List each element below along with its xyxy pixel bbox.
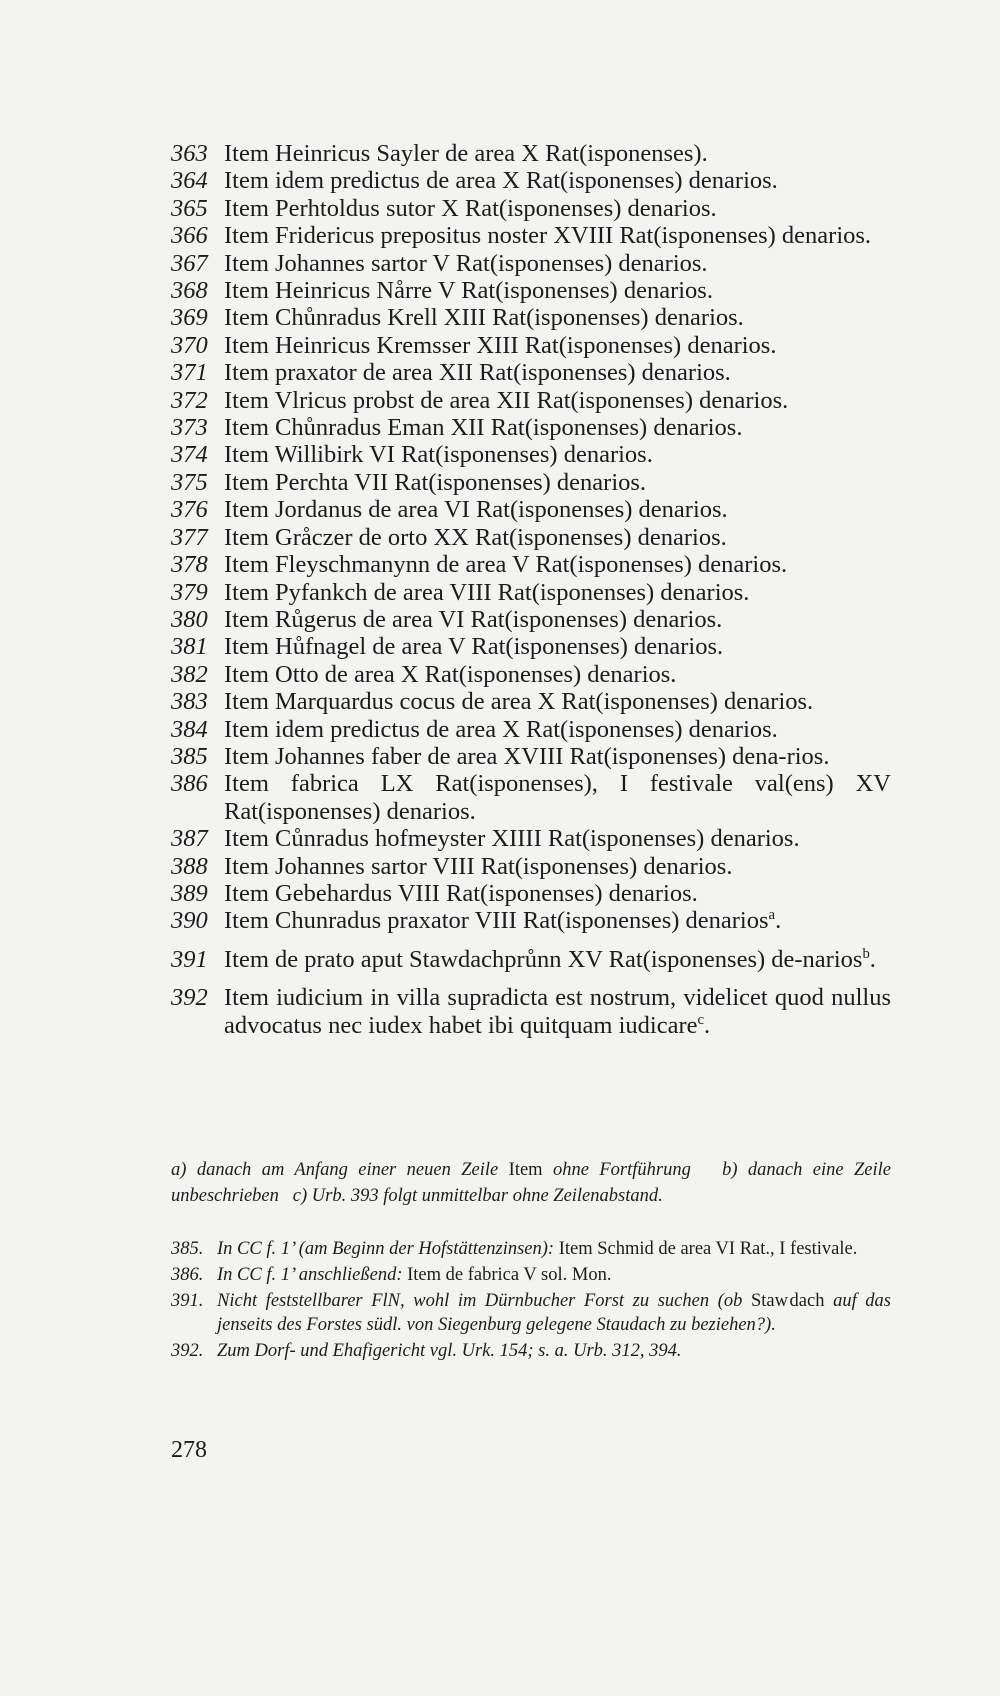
urbar-entries: [171, 140, 891, 1039]
entry-number: 363: [171, 140, 208, 167]
note-392: [171, 1339, 891, 1363]
entry-text: Item Marquardus cocus de area X Rat(isponenses) denarios.: [224, 688, 814, 716]
entry-text: Item Cůnradus hofmeyster XIIII Rat(isponenses) denarios.: [224, 825, 800, 853]
entry-368: [171, 277, 891, 304]
entry-number: 371: [171, 359, 208, 387]
note-386: [171, 1263, 891, 1287]
note-number: 386.: [171, 1265, 204, 1285]
entry-text: Item Pyfankch de area VIII Rat(isponenses) denarios.: [224, 578, 750, 606]
entry-390: [171, 907, 891, 934]
entry-373: [171, 414, 891, 441]
entry-text: Item Gråczer de orto XX Rat(isponenses) denarios.: [224, 523, 727, 551]
entry-text: Item idem predictus de area X Rat(isponenses) denarios.: [224, 167, 778, 195]
entry-number: 367: [171, 249, 208, 277]
entry-number: 377: [171, 523, 208, 551]
entry-number: 392: [171, 984, 208, 1012]
note-385: [171, 1237, 891, 1261]
entry-text: Item Růgerus de area VI Rat(isponenses) denarios.: [224, 605, 723, 633]
entry-text: Item Otto de area X Rat(isponenses) denarios.: [224, 660, 677, 688]
entry-text: Item Willibirk VI Rat(isponenses) denarios.: [224, 441, 653, 469]
entry-number: 383: [171, 688, 208, 716]
entry-text: Item de prato aput Stawdachprůnn XV Rat(isponenses) de-narios$^b$.: [224, 945, 876, 973]
entry-text: Item Jordanus de area VI Rat(isponenses) denarios.: [224, 496, 728, 524]
note-number: 392.: [171, 1341, 204, 1361]
entry-371: [171, 359, 891, 386]
entry-364: [171, 167, 891, 194]
entry-text: Item Hůfnagel de area V Rat(isponenses) denarios.: [224, 633, 724, 661]
note-text: In CC f. 1’ (am Beginn der Hofstättenzinsen): Item Schmid de area VI Rat., I festivale.: [217, 1239, 858, 1259]
entry-number: 388: [171, 852, 208, 880]
entry-372: [171, 387, 891, 414]
entry-367: [171, 250, 891, 277]
entry-387: [171, 825, 891, 852]
entry-388: [171, 853, 891, 880]
entry-number: 380: [171, 605, 208, 633]
entry-number: 364: [171, 167, 208, 195]
page-number: 278: [171, 1437, 207, 1463]
entry-384: [171, 716, 891, 743]
note-text: Nicht feststellbarer FlN, wohl im Dürnbucher Forst zu suchen (ob Staw dach auf das jenseits des Forstes südl. von Siegenburg gelegene Staudach zu beziehen?).: [217, 1291, 892, 1335]
entry-number: 391: [171, 945, 208, 973]
textual-apparatus: a) danach am Anfang einer neuen Zeile Item ohne Fortführung b) danach eine Zeile unbeschrieben c) Urb. 393 folgt unmittelbar ohne Zeilenabstand.: [171, 1160, 891, 1206]
entry-370: [171, 332, 891, 359]
entry-389: [171, 880, 891, 907]
note-text: In CC f. 1’ anschließend: Item de fabrica V sol. Mon.: [217, 1265, 612, 1285]
note-391: [171, 1289, 891, 1337]
entry-text: Item Johannes sartor VIII Rat(isponenses) denarios.: [224, 852, 733, 880]
entry-383: [171, 688, 891, 715]
entry-365: [171, 195, 891, 222]
entry-number: 369: [171, 304, 208, 332]
entry-text: Item Vlricus probst de area XII Rat(isponenses) denarios.: [224, 386, 789, 414]
note-number: 385.: [171, 1239, 204, 1259]
entry-number: 375: [171, 468, 208, 496]
entry-number: 376: [171, 496, 208, 524]
entry-number: 382: [171, 660, 208, 688]
entry-number: 390: [171, 907, 208, 935]
entry-text: Item Perhtoldus sutor X Rat(isponenses) denarios.: [224, 194, 717, 222]
entry-392: [171, 984, 891, 1039]
entry-text: Item iudicium in villa supradicta est nostrum, videlicet quod nullus advocatus nec iudex habet ibi quitquam iudicare$^c$.: [224, 984, 891, 1039]
entry-363: [171, 140, 891, 167]
entry-381: [171, 633, 891, 660]
entry-text: Item Perchta VII Rat(isponenses) denarios.: [224, 468, 647, 496]
entry-379: [171, 579, 891, 606]
entry-380: [171, 606, 891, 633]
entry-number: 378: [171, 551, 208, 579]
entry-378: [171, 551, 891, 578]
entry-number: 365: [171, 194, 208, 222]
entry-377: [171, 524, 891, 551]
entry-text: Item praxator de area XII Rat(isponenses) denarios.: [224, 359, 731, 387]
entry-text: Item idem predictus de area X Rat(isponenses) denarios.: [224, 715, 778, 743]
entry-number: 384: [171, 715, 208, 743]
entry-369: [171, 304, 891, 331]
note-number: 391.: [171, 1291, 204, 1311]
entry-number: 368: [171, 277, 208, 305]
entry-text: Item Chunradus praxator VIII Rat(isponenses) denarios$^a$.: [224, 907, 782, 935]
entry-376: [171, 496, 891, 523]
commentary-notes: [171, 1237, 891, 1365]
entry-number: 379: [171, 578, 208, 606]
entry-number: 370: [171, 331, 208, 359]
entry-number: 389: [171, 879, 208, 907]
entry-386: [171, 770, 891, 825]
entry-number: 372: [171, 386, 208, 414]
entry-text: Item fabrica LX Rat(isponenses), I festivale val(ens) XV Rat(isponenses) denarios.: [224, 770, 891, 825]
entry-text: Item Chůnradus Eman XII Rat(isponenses) denarios.: [224, 414, 743, 442]
entry-text: Item Johannes sartor V Rat(isponenses) denarios.: [224, 249, 708, 277]
entry-text: Item Heinricus Kremsser XIII Rat(isponenses) denarios.: [224, 331, 777, 359]
entry-382: [171, 661, 891, 688]
entry-number: 387: [171, 825, 208, 853]
entry-number: 366: [171, 222, 208, 250]
note-text: Zum Dorf- und Ehafigericht vgl. Urk. 154; s. a. Urb. 312, 394.: [217, 1341, 682, 1361]
entry-number: 374: [171, 441, 208, 469]
entry-number: 381: [171, 633, 208, 661]
entry-text: Item Johannes faber de area XVIII Rat(isponenses) dena-rios.: [224, 742, 830, 770]
entry-366: [171, 222, 891, 249]
entry-text: Item Chůnradus Krell XIII Rat(isponenses) denarios.: [224, 304, 744, 332]
entry-number: 386: [171, 770, 208, 798]
entry-text: Item Fridericus prepositus noster XVIII Rat(isponenses) denarios.: [224, 222, 872, 250]
entry-number: 373: [171, 414, 208, 442]
entry-text: Item Fleyschmanynn de area V Rat(isponenses) denarios.: [224, 551, 788, 579]
entry-text: Item Heinricus Sayler de area X Rat(isponenses).: [224, 140, 708, 167]
entry-391: [171, 946, 891, 973]
entry-text: Item Heinricus Nårre V Rat(isponenses) denarios.: [224, 277, 713, 305]
entry-374: [171, 441, 891, 468]
entry-number: 385: [171, 742, 208, 770]
entry-385: [171, 743, 891, 770]
entry-text: Item Gebehardus VIII Rat(isponenses) denarios.: [224, 879, 698, 907]
entry-375: [171, 469, 891, 496]
